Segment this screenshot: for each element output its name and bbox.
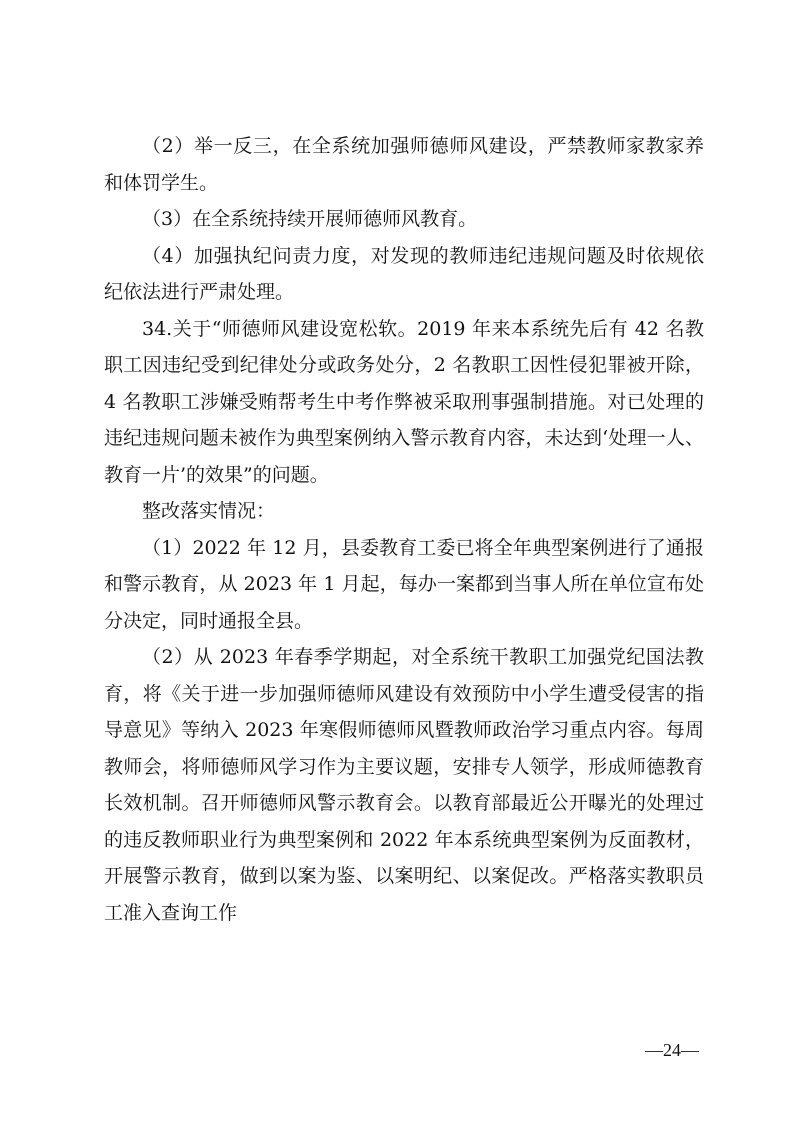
paragraph: （4）加强执纪问责力度，对发现的教师违纪违规问题及时依规依纪依法进行严肃处理。 — [104, 244, 704, 303]
paragraph: 34.关于“师德师风建设宽松软。2019 年来本系统先后有 42 名教职工因违纪受到纪律处分或政务处分，2 名教职工因性侵犯罪被开除，4 名教职工涉嫌受贿帮考生中考作弊被采取刑事强制措施。对已处理的违纪违规问题未被作为典型案例纳入警示教育内容，未达到‘处理一人、教育一片’的效果”的问题。 — [104, 317, 704, 486]
page-number: —24— — [645, 1040, 699, 1060]
document-body — [104, 128, 704, 931]
paragraph: （2）从 2023 年春季学期起，对全系统干教职工加强党纪国法教育，将《关于进一步加强师德师风建设有效预防中小学生遭受侵害的指导意见》等纳入 2023 年寒假师德师风暨教师政治学习重点内容。每周教师会，将师德师风学习作为主要议题，安排专人领学，形成师德教育长效机制。召开师德师风警示教育会。以教育部最近公开曝光的处理过的违反教师职业行为典型案例和 2022 年本系统典型案例为反面教材，开展警示教育，做到以案为鉴、以案明纪、以案促改。严格落实教职员工准入查询工作 — [104, 646, 704, 924]
paragraph: （3）在全系统持续开展师德师风教育。 — [142, 208, 478, 230]
paragraph: （1）2022 年 12 月，县委教育工委已将全年典型案例进行了通报和警示教育，从 2023 年 1 月起，每办一案都到当事人所在单位宣布处分决定，同时通报全县。 — [104, 536, 704, 632]
section-heading: 整改落实情况： — [142, 500, 276, 522]
paragraph: （2）举一反三，在全系统加强师德师风建设，严禁教师家教家养和体罚学生。 — [104, 135, 704, 194]
